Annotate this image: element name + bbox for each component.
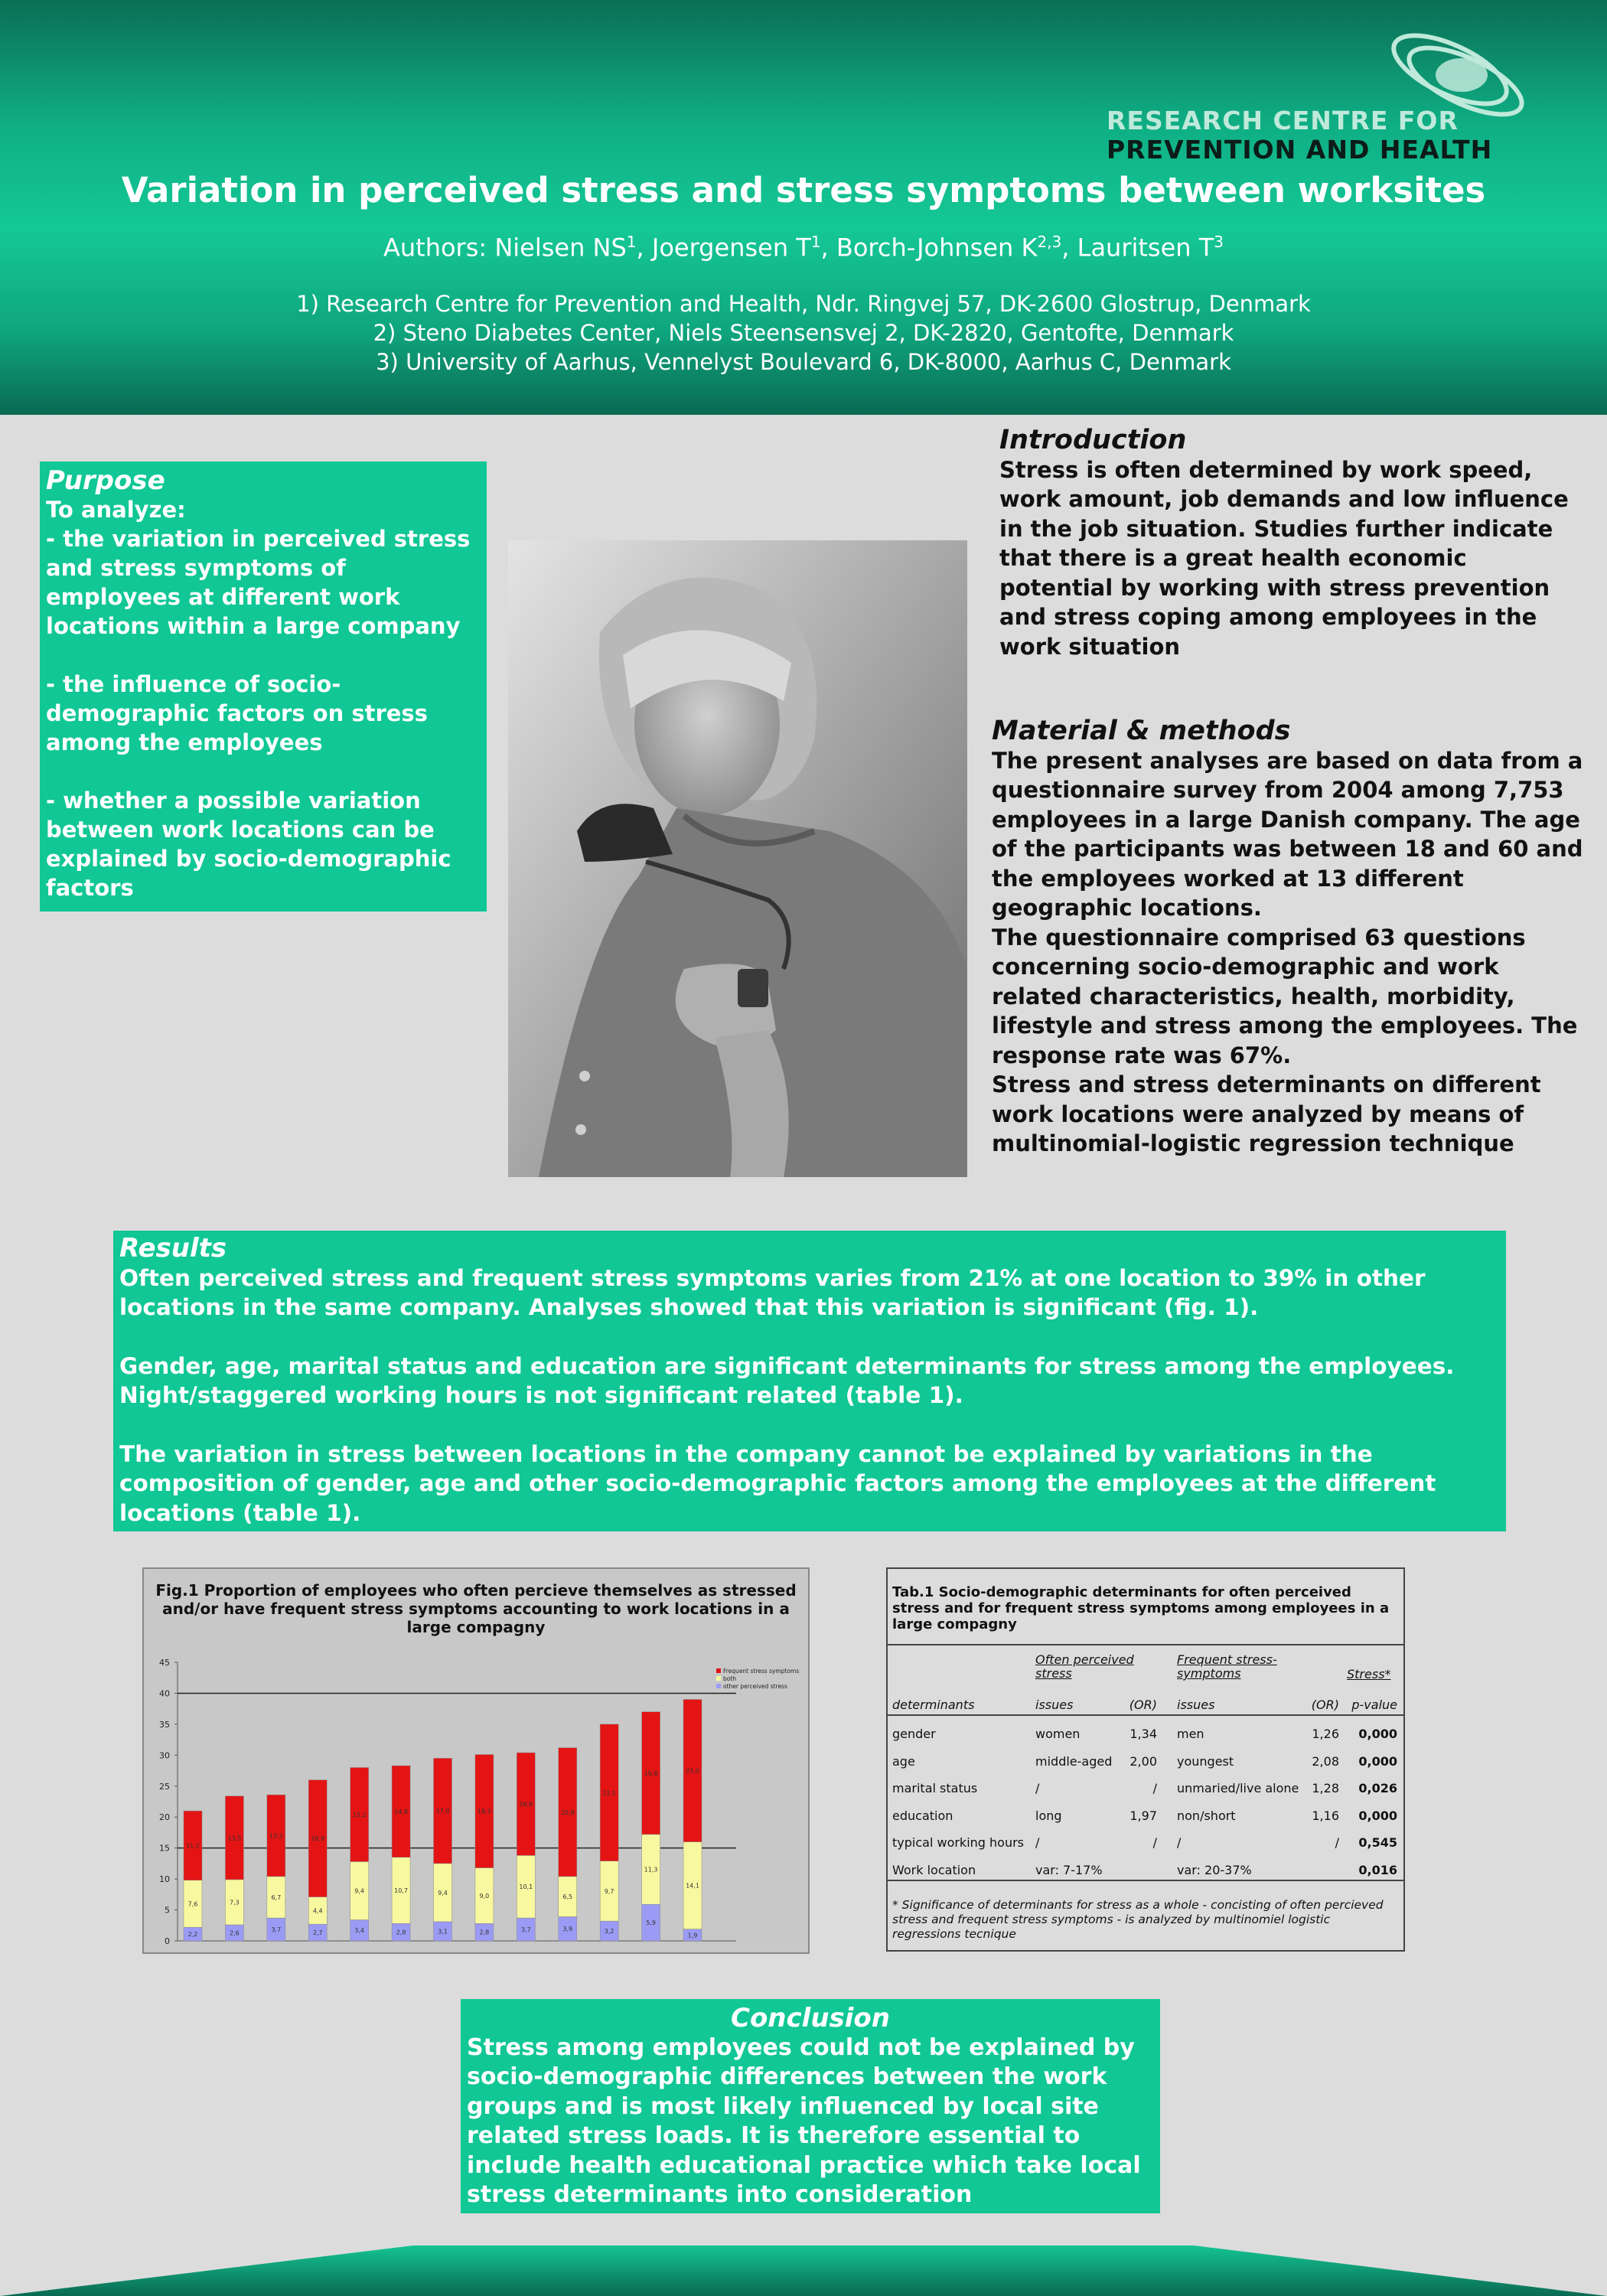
bar-data-label: 18,3 — [478, 1808, 491, 1815]
table-cell: 1,97 — [1129, 1808, 1157, 1823]
bar-data-label: 3,1 — [438, 1928, 448, 1936]
bar-data-label: 7,6 — [187, 1900, 198, 1908]
footer-banner — [0, 2238, 1607, 2296]
table-cell: youngest — [1177, 1753, 1234, 1769]
table-subheader: (OR) — [1311, 1698, 1339, 1712]
table-cell: unmaried/live alone — [1177, 1781, 1299, 1795]
logo-text-line1: RESEARCH CENTRE FOR — [1107, 106, 1459, 135]
author-3: , Borch-Johnsen K — [820, 233, 1038, 263]
y-tick-label: 5 — [165, 1905, 170, 1916]
table-cell: 1,34 — [1129, 1727, 1157, 1741]
table-cell: 0,545 — [1358, 1835, 1397, 1850]
table-rule-top — [888, 1644, 1403, 1645]
bar-data-label: 17,0 — [435, 1808, 450, 1815]
logo-text-line2: PREVENTION AND HEALTH — [1107, 135, 1493, 165]
table-cell: 2,08 — [1312, 1753, 1339, 1769]
table-cell: var: 20-37% — [1177, 1862, 1252, 1877]
conclusion-box — [461, 1999, 1160, 2213]
purpose-box — [40, 461, 487, 912]
table-cell: 0,026 — [1358, 1781, 1397, 1795]
affiliation-1: 1) Research Centre for Prevention and Health, Ndr. Ringvej 57, DK-2600 Glostrup, Denmark — [296, 291, 1311, 317]
bar-data-label: 13,2 — [269, 1832, 283, 1840]
introduction-section — [999, 426, 1581, 661]
woman-on-phone-photo — [508, 540, 967, 1177]
author-4-affiliation: 3 — [1214, 233, 1224, 251]
bar-data-label: 4,4 — [312, 1907, 323, 1915]
table-cell: var: 7-17% — [1035, 1862, 1103, 1877]
conclusion-heading: Conclusion — [731, 2003, 890, 2033]
results-box — [113, 1231, 1506, 1531]
authors-prefix: Authors: — [383, 233, 495, 263]
methods-text-1: The present analyses are based on data from a questionnaire survey from 2004 among 7,753 employees in a large Danish company. The age of the participants was between 18 and 60 and the employees worked at 13 different geographic locations. — [992, 747, 1583, 921]
legend-label: both — [723, 1675, 737, 1682]
table-cell: / — [1335, 1835, 1339, 1850]
bar-data-label: 3,4 — [354, 1927, 365, 1935]
bar-data-label: 10,1 — [519, 1883, 533, 1891]
y-tick-label: 10 — [159, 1874, 170, 1885]
author-2-affiliation: 1 — [810, 233, 821, 251]
purpose-line-3: - the influence of socio-demographic factors on stress among the employees — [46, 671, 428, 755]
table-cell: 0,000 — [1358, 1808, 1397, 1823]
y-tick-label: 45 — [159, 1658, 170, 1668]
table-cell: 1,26 — [1312, 1727, 1339, 1741]
legend-swatch — [716, 1668, 721, 1673]
results-paragraph-2: Gender, age, marital status and education are significant determinants for stress among the employees. Night/staggered working hours is not significant related (table 1). — [119, 1352, 1455, 1408]
table-cell: age — [892, 1753, 915, 1769]
table-group-often-perceived-stress: Often perceived stress — [1035, 1652, 1134, 1681]
y-tick-label: 20 — [159, 1812, 170, 1823]
table-rule-header — [888, 1714, 1403, 1716]
bar-data-label: 6,7 — [271, 1893, 282, 1901]
table-cell: 2,00 — [1129, 1753, 1157, 1769]
table-subheader: p-value — [1351, 1698, 1397, 1712]
y-tick-label: 35 — [159, 1719, 170, 1730]
affiliation-3: 3) University of Aarhus, Vennelyst Boulevard 6, DK-8000, Aarhus C, Denmark — [376, 349, 1231, 375]
y-tick-label: 30 — [159, 1750, 170, 1761]
table-cell: typical working hours — [892, 1835, 1025, 1850]
table-cell: / — [1152, 1781, 1157, 1795]
table-cell: 0,000 — [1358, 1727, 1397, 1741]
results-heading: Results — [119, 1233, 227, 1264]
y-tick-label: 0 — [165, 1936, 170, 1946]
bar-data-label: 11,3 — [644, 1866, 658, 1874]
purpose-line-2: - the variation in perceived stress and stress symptoms of employees at different work locations within a large company — [46, 526, 471, 639]
bar-data-label: 3,9 — [562, 1926, 573, 1933]
table-cell: middle-aged — [1035, 1753, 1113, 1769]
figure-1-chart — [142, 1567, 810, 1954]
purpose-heading: Purpose — [46, 465, 165, 496]
table-cell: men — [1177, 1727, 1204, 1741]
author-4: , Lauritsen T — [1061, 233, 1214, 263]
table-cell: gender — [892, 1727, 936, 1741]
conclusion-text: Stress among employees could not be explained by socio-demographic differences between the work groups and is most likely influenced by local site related stress loads. It is therefore essential to include health educational practice which take local stress determinants into consideration — [467, 2033, 1141, 2208]
bar-data-label: 20,8 — [560, 1808, 575, 1816]
table-footnote: * Significance of determinants for stress as a whole - concisting of often percieved stress and frequent stress symptoms - is analyzed by multinomiel logistic regressions tecnique — [892, 1898, 1384, 1941]
table-group-stress: Stress* — [1347, 1667, 1391, 1681]
bar-data-label: 11,2 — [186, 1842, 200, 1850]
methods-section — [992, 716, 1589, 1159]
bar-data-label: 6,5 — [562, 1893, 573, 1901]
bar-data-label: 15,2 — [352, 1811, 367, 1818]
author-1-affiliation: 1 — [626, 233, 637, 251]
bar-data-label: 13,5 — [227, 1835, 242, 1842]
bar-data-label: 2,6 — [230, 1929, 240, 1937]
legend-swatch — [716, 1676, 721, 1681]
methods-text-2: The questionnaire comprised 63 questions concerning socio-demographic and work related characteristics, health, morbidity, lifestyle and stress among the employees. The response rate was 67%. — [992, 924, 1578, 1068]
table-subheader: (OR) — [1129, 1698, 1157, 1712]
bar-data-label: 2,8 — [396, 1929, 406, 1936]
methods-text-3: Stress and stress determinants on different work locations were analyzed by means of multinomial-logistic regression technique — [992, 1071, 1541, 1156]
bar-data-label: 1,9 — [687, 1932, 698, 1939]
table-title: Tab.1 Socio-demographic determinants for often perceived stress and for frequent stress symptoms among employees in a large compagny — [892, 1584, 1390, 1632]
table-cell: 0,016 — [1358, 1862, 1397, 1877]
table-cell: 0,000 — [1358, 1753, 1397, 1769]
bar-data-label: 23,0 — [686, 1767, 699, 1775]
table-cell: education — [892, 1808, 953, 1823]
legend-swatch — [716, 1684, 721, 1688]
purpose-line-1: To analyze: — [46, 497, 186, 523]
legend-label: Frequent stress symptoms — [723, 1668, 800, 1675]
bar-data-label: 19,8 — [644, 1769, 658, 1777]
y-tick-label: 25 — [159, 1781, 170, 1792]
table-cell: long — [1035, 1808, 1062, 1823]
results-paragraph-1: Often perceived stress and frequent stress symptoms varies from 21% at one location to 39% in other locations in the same company. Analyses showed that this variation is significant (fig. 1). — [119, 1264, 1426, 1320]
table-1 — [886, 1567, 1405, 1952]
methods-heading: Material & methods — [992, 716, 1291, 746]
table-cell: / — [1035, 1781, 1040, 1795]
bar-data-label: 7,3 — [230, 1899, 240, 1906]
affiliations — [0, 289, 1607, 377]
introduction-text: Stress is often determined by work speed, work amount, job demands and low influence in the job situation. Studies further indicate that there is a great health economic potential by working with stress prevention and stress coping among employees in the work situation — [999, 456, 1569, 660]
author-1: Nielsen NS — [494, 233, 627, 263]
bar-data-label: 3,2 — [604, 1928, 614, 1936]
affiliation-2: 2) Steno Diabetes Center, Niels Steensensvej 2, DK-2820, Gentofte, Denmark — [373, 320, 1234, 346]
introduction-heading: Introduction — [999, 425, 1187, 455]
table-cell: non/short — [1177, 1808, 1236, 1823]
bar-data-label: 9,4 — [354, 1887, 365, 1895]
bar-data-label: 9,7 — [604, 1887, 614, 1895]
table-subheader: issues — [1177, 1698, 1215, 1712]
table-cell: / — [1035, 1835, 1040, 1850]
bar-data-label: 3,7 — [271, 1926, 282, 1934]
poster-title: Variation in perceived stress and stress symptoms between worksites — [121, 170, 1486, 210]
author-2: , Joergensen T — [636, 233, 811, 263]
results-paragraph-3: The variation in stress between locations in the company cannot be explained by variations in the composition of gender, age and other socio-demographic factors among the employees at the different locations (table 1). — [119, 1440, 1436, 1526]
bar-data-label: 10,7 — [394, 1887, 408, 1895]
table-group-frequent-stress-symptoms: Frequent stress-symptoms — [1177, 1652, 1277, 1681]
table-cell: women — [1035, 1727, 1081, 1741]
table-subheader: issues — [1035, 1698, 1074, 1712]
table-cell: marital status — [892, 1781, 978, 1795]
chart-svg — [144, 1569, 808, 1952]
table-cell: 1,28 — [1312, 1781, 1339, 1795]
author-3-affiliation: 2,3 — [1037, 233, 1062, 251]
table-cell: Work location — [892, 1862, 976, 1877]
bar-data-label: 2,7 — [312, 1929, 323, 1937]
authors-line — [0, 233, 1607, 263]
table-cell: / — [1177, 1835, 1182, 1850]
table-subheader: determinants — [892, 1698, 975, 1712]
y-tick-label: 15 — [159, 1843, 170, 1854]
bar-data-label: 2,8 — [479, 1929, 490, 1936]
bar-data-label: 2,2 — [187, 1931, 198, 1939]
bar-data-label: 14,8 — [394, 1808, 408, 1815]
legend-label: other perceived stress — [723, 1683, 787, 1690]
bar-data-label: 14,1 — [686, 1882, 699, 1890]
bar-data-label: 5,9 — [646, 1919, 656, 1927]
bar-data-label: 9,0 — [479, 1892, 490, 1900]
bar-data-label: 16,6 — [519, 1801, 533, 1808]
bar-data-label: 22,1 — [602, 1789, 617, 1797]
bar-data-label: 18,9 — [311, 1835, 325, 1843]
purpose-line-4: - whether a possible variation between work locations can be explained by socio-demographic factors — [46, 788, 451, 901]
chart-title: Fig.1 Proportion of employees who often percieve themselves as stressed and/or have frequent stress symptoms accounting to work locations in a large compagny — [155, 1581, 797, 1636]
header-banner — [0, 0, 1607, 415]
y-tick-label: 40 — [159, 1688, 170, 1699]
bar-data-label: 9,4 — [438, 1889, 448, 1896]
bar-data-label: 3,7 — [520, 1926, 531, 1934]
table-cell: 1,16 — [1312, 1808, 1339, 1823]
table-cell: / — [1152, 1835, 1157, 1850]
table-rule-bottom — [888, 1880, 1403, 1881]
